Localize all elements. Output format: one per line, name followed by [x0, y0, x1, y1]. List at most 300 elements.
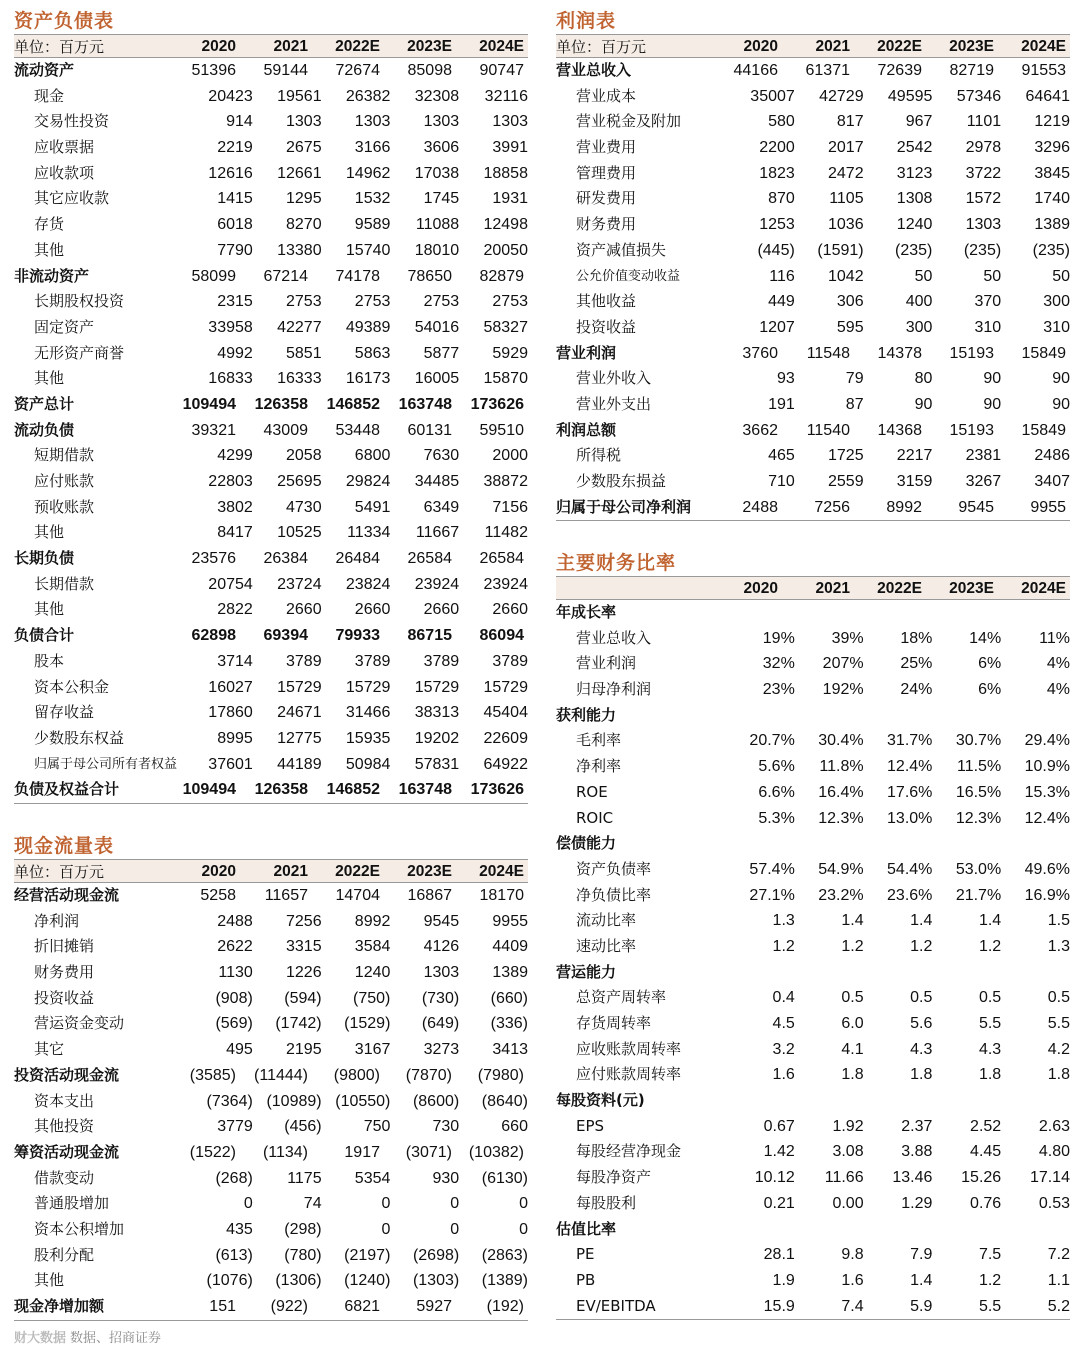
year-header: 2023E [407, 38, 452, 55]
value-cell: 22609 [483, 729, 528, 747]
value-cell [778, 1088, 850, 1114]
value-cell: 90 [1052, 370, 1070, 388]
row-label: 资产负债率 [576, 859, 652, 878]
value-cell: 109494 [182, 395, 236, 413]
value-cell: 2017 [828, 139, 864, 157]
value-cell: (1529) [344, 1015, 391, 1033]
row-label: 经营活动现金流 [14, 886, 120, 904]
value-cell [706, 831, 778, 857]
row-label: 预收账款 [34, 497, 95, 516]
ratios-table [556, 576, 1070, 1320]
table-row [14, 572, 528, 598]
value-cell: 2219 [217, 139, 253, 157]
row-label: 长期负债 [14, 549, 75, 568]
value-cell: 50 [983, 267, 1002, 285]
value-cell: 7256 [814, 498, 850, 516]
table-row [556, 1114, 1070, 1140]
value-cell: (2863) [481, 1246, 528, 1264]
value-cell: 72639 [877, 62, 922, 79]
value-cell [778, 831, 850, 857]
value-cell: 192% [822, 681, 864, 699]
value-cell: 12.3% [955, 809, 1002, 827]
value-cell: 1240 [354, 964, 391, 982]
table-row [556, 1268, 1070, 1294]
row-label: 折旧摊销 [34, 937, 95, 956]
year-header: 2023E [407, 863, 452, 880]
row-label: 每股净资产 [576, 1168, 652, 1187]
value-cell: 580 [768, 113, 795, 131]
value-cell: (445) [757, 241, 795, 259]
table-row [14, 135, 528, 161]
value-cell: (7364) [206, 1092, 253, 1110]
year-header: 2021 [815, 38, 850, 55]
value-cell: 11540 [806, 421, 850, 439]
value-cell: 146852 [326, 781, 380, 799]
balance-sheet-title: 资产负债表 [14, 10, 115, 32]
row-label: 应付账款 [34, 472, 95, 490]
value-cell: 6.6% [758, 783, 795, 801]
value-cell: 0.5 [910, 989, 933, 1007]
value-cell: 1105 [829, 190, 864, 208]
value-cell: 12661 [277, 164, 322, 182]
value-cell: 50 [914, 267, 933, 285]
value-cell: 7630 [423, 447, 460, 465]
value-cell: 14368 [877, 421, 922, 439]
value-cell: 465 [768, 447, 795, 465]
value-cell: 730 [432, 1118, 460, 1136]
watermark-text: 财大数据 [14, 1331, 67, 1346]
value-cell: 2315 [217, 293, 253, 311]
value-cell: 31.7% [887, 732, 933, 750]
value-cell: 400 [905, 293, 933, 311]
row-label: 年成长率 [556, 603, 617, 621]
value-cell: 3315 [286, 938, 322, 956]
value-cell: 191 [768, 395, 795, 413]
value-cell: 300 [905, 318, 933, 336]
value-cell: 1.29 [901, 1194, 933, 1212]
row-label: 投资收益 [34, 988, 95, 1007]
row-label: 毛利率 [576, 731, 622, 750]
table-row [556, 238, 1070, 264]
row-label: 营业利润 [556, 343, 617, 362]
row-label: 交易性投资 [34, 112, 110, 131]
value-cell: 2217 [896, 447, 933, 465]
value-cell: 13.46 [892, 1169, 933, 1187]
row-label: 少数股东损益 [576, 472, 667, 490]
value-cell: 16027 [208, 678, 253, 696]
value-cell: 1415 [217, 190, 253, 208]
value-cell: 49595 [887, 87, 933, 105]
row-label: 营运资金变动 [34, 1014, 125, 1033]
value-cell [922, 1217, 994, 1243]
value-cell: 126358 [254, 395, 308, 413]
value-cell [850, 600, 922, 626]
table-row [556, 754, 1070, 780]
value-cell: 79933 [335, 627, 380, 645]
value-cell [778, 703, 850, 729]
value-cell: 15193 [949, 421, 994, 439]
row-label: ROE [576, 782, 608, 801]
table-row [14, 1217, 528, 1243]
value-cell: 69394 [263, 627, 308, 645]
value-cell: 1725 [828, 447, 864, 465]
value-cell: 2753 [354, 293, 391, 311]
value-cell [850, 703, 922, 729]
value-cell: 16005 [414, 370, 460, 388]
value-cell: 495 [226, 1041, 253, 1059]
row-label: 借款变动 [34, 1168, 95, 1187]
value-cell: 91553 [1021, 62, 1066, 79]
row-label: 少数股东权益 [34, 728, 125, 747]
unit-label [556, 577, 706, 599]
value-cell: (268) [215, 1169, 253, 1187]
row-label: 净利润 [34, 911, 80, 930]
table-row [556, 186, 1070, 212]
value-cell: 80 [914, 370, 933, 388]
value-cell: 26382 [345, 87, 391, 105]
value-cell: 86094 [479, 627, 524, 645]
table-row [556, 1294, 1070, 1321]
row-label: 资本公积增加 [34, 1219, 125, 1238]
row-label: 营业总收入 [556, 61, 632, 79]
value-cell: 5929 [492, 344, 528, 362]
value-cell: 1253 [759, 216, 795, 234]
value-cell: 53.0% [955, 860, 1002, 878]
value-cell: 3789 [423, 652, 460, 670]
value-cell: 12616 [208, 164, 253, 182]
table-row [556, 1011, 1070, 1037]
value-cell: 2753 [286, 293, 322, 311]
value-cell: 32116 [484, 87, 528, 105]
value-cell: 6% [978, 655, 1002, 673]
row-label: 营业利润 [576, 654, 637, 673]
value-cell: 1.8 [841, 1066, 864, 1084]
value-cell: 2753 [423, 293, 460, 311]
value-cell [922, 960, 994, 986]
value-cell: 23924 [414, 575, 460, 593]
row-label: 归母净利润 [576, 680, 652, 699]
value-cell: 86715 [407, 627, 452, 645]
value-cell: 435 [226, 1220, 253, 1238]
value-cell: 109494 [182, 781, 236, 799]
table-row [14, 109, 528, 135]
row-label: 资产减值损失 [576, 240, 667, 259]
table-row [14, 883, 528, 909]
value-cell [994, 1217, 1066, 1243]
value-cell [778, 960, 850, 986]
value-cell: 5491 [354, 498, 391, 516]
value-cell [778, 600, 850, 626]
value-cell: 3.88 [901, 1143, 933, 1161]
value-cell: 3789 [492, 652, 528, 670]
value-cell [706, 960, 778, 986]
table-row [556, 1165, 1070, 1191]
row-label: 其他收益 [576, 292, 637, 311]
value-cell: 17860 [208, 704, 253, 722]
value-cell: 6.0 [841, 1015, 864, 1032]
value-cell: 20754 [208, 575, 253, 593]
value-cell: 930 [432, 1169, 460, 1187]
row-label: 固定资产 [34, 317, 95, 336]
value-cell: 74178 [335, 267, 380, 285]
value-cell: 5.9 [910, 1297, 933, 1315]
value-cell: 7.4 [841, 1297, 864, 1315]
table-row [14, 1268, 528, 1294]
year-header: 2022E [335, 38, 380, 55]
value-cell: 173626 [470, 395, 524, 413]
table-row [556, 806, 1070, 832]
value-cell: 8417 [217, 524, 253, 542]
value-cell: (1134) [262, 1143, 308, 1161]
table-row [14, 700, 528, 726]
year-header: 2022E [877, 38, 922, 55]
row-label: 速动比率 [576, 936, 637, 955]
value-cell: 18% [900, 629, 933, 647]
value-cell: 16.4% [818, 783, 864, 801]
value-cell: 3789 [354, 652, 391, 670]
value-cell: (235) [895, 241, 933, 259]
value-cell: 1.2 [978, 937, 1002, 955]
value-cell: 12498 [483, 216, 528, 234]
row-label: 应收款项 [34, 163, 95, 182]
source-note [14, 1327, 161, 1346]
value-cell: 0.5 [978, 989, 1002, 1007]
value-cell: 4% [1046, 655, 1070, 673]
value-cell: 23.6% [887, 886, 933, 904]
row-label: 应付账款周转率 [576, 1065, 682, 1084]
table-row [556, 985, 1070, 1011]
value-cell: 15729 [483, 678, 528, 696]
value-cell: 26584 [407, 550, 452, 568]
row-label: 估值比率 [556, 1219, 617, 1238]
row-label: 其他 [34, 600, 65, 619]
table-row [556, 934, 1070, 960]
value-cell: 57.4% [749, 860, 795, 878]
value-cell: 15849 [1021, 344, 1066, 362]
value-cell: (1389) [481, 1272, 528, 1290]
value-cell: 9589 [354, 216, 391, 234]
value-cell: 0.00 [832, 1194, 864, 1212]
value-cell [706, 600, 778, 626]
value-cell: 0.5 [841, 989, 864, 1007]
row-label: 投资收益 [576, 317, 637, 336]
value-cell: 34485 [414, 473, 460, 490]
row-label: 研发费用 [576, 189, 637, 208]
value-cell [922, 1088, 994, 1114]
value-cell [850, 1088, 922, 1114]
value-cell: 26384 [263, 550, 308, 568]
value-cell: 14704 [335, 887, 380, 904]
value-cell: 58099 [191, 267, 236, 285]
value-cell: 3167 [354, 1041, 391, 1059]
value-cell: 0.4 [772, 989, 795, 1007]
table-row [556, 728, 1070, 754]
value-cell: 30.4% [818, 732, 864, 750]
year-header: 2020 [743, 38, 778, 55]
value-cell: 33958 [208, 318, 253, 336]
value-cell: 4.80 [1038, 1143, 1070, 1161]
value-cell: (6130) [481, 1169, 528, 1187]
value-cell: 54.4% [887, 860, 933, 878]
row-label: 负债及权益合计 [14, 780, 120, 799]
value-cell: 5258 [200, 887, 236, 904]
value-cell: 5.5 [978, 1297, 1002, 1315]
value-cell: 1130 [218, 964, 253, 982]
table-row [556, 831, 1070, 857]
table-row [14, 909, 528, 935]
row-label: 流动比率 [576, 911, 637, 930]
value-cell: 4.5 [772, 1015, 795, 1032]
value-cell: 370 [974, 293, 1002, 311]
value-cell: 38872 [483, 473, 528, 490]
value-cell: (11444) [254, 1066, 308, 1084]
row-label: 营业费用 [576, 138, 637, 157]
value-cell: 0.67 [763, 1117, 795, 1135]
row-label: 净利率 [576, 757, 622, 776]
value-cell: 35007 [750, 87, 795, 105]
value-cell: 151 [209, 1298, 236, 1315]
value-cell: 1.8 [978, 1066, 1002, 1084]
value-cell: 14% [969, 629, 1002, 647]
value-cell: (298) [284, 1220, 322, 1238]
row-label: 公允价值变动收益 [576, 268, 681, 284]
value-cell: 5354 [354, 1169, 391, 1187]
row-label: 长期股权投资 [34, 292, 125, 311]
value-cell: 79 [845, 370, 864, 388]
table-row [556, 600, 1070, 626]
value-cell: (8600) [412, 1092, 460, 1110]
value-cell: 90 [1052, 395, 1070, 413]
row-label: 其他 [34, 1271, 65, 1290]
table-row [14, 986, 528, 1012]
value-cell: 4% [1046, 681, 1070, 699]
value-cell: 1295 [286, 190, 322, 208]
table-row [556, 651, 1070, 677]
unit-label: 单位：百万元 [14, 863, 105, 881]
table-row [556, 495, 1070, 522]
table-row [14, 366, 528, 392]
row-label: 现金净增加额 [14, 1297, 105, 1315]
value-cell: 12.3% [818, 809, 864, 827]
row-label: 利润总额 [556, 420, 617, 439]
table-row [556, 1191, 1070, 1217]
value-cell: 3714 [217, 652, 253, 670]
table-header [14, 859, 528, 883]
row-label: ROIC [576, 808, 614, 827]
table-row [556, 1062, 1070, 1088]
value-cell: 29.4% [1024, 732, 1070, 750]
value-cell: 1.6 [772, 1066, 795, 1084]
value-cell: 5.5 [978, 1015, 1002, 1032]
value-cell: 43009 [263, 421, 308, 439]
value-cell: 1.3 [1047, 937, 1070, 955]
table-row [556, 780, 1070, 806]
year-header: 2020 [743, 580, 778, 597]
value-cell: 12.4% [1024, 809, 1070, 827]
table-row [14, 546, 528, 572]
table-row [14, 1191, 528, 1217]
year-header: 2024E [479, 38, 524, 55]
value-cell: 4.1 [841, 1040, 864, 1058]
value-cell: 6349 [423, 498, 460, 516]
value-cell: (1076) [206, 1272, 253, 1290]
value-cell: 6821 [344, 1298, 380, 1315]
value-cell: 1303 [423, 964, 460, 982]
value-cell: (2197) [344, 1246, 391, 1264]
value-cell: 64641 [1025, 87, 1070, 105]
row-label: 每股股利 [576, 1193, 637, 1212]
row-label: EV/EBITDA [576, 1296, 656, 1315]
value-cell: 11482 [484, 524, 528, 542]
table-row [556, 315, 1070, 341]
row-label: 资本支出 [34, 1091, 95, 1110]
table-row [556, 626, 1070, 652]
value-cell: 9545 [423, 912, 460, 930]
table-row [14, 418, 528, 444]
value-cell: 11.8% [819, 758, 864, 776]
value-cell: 0 [519, 1195, 528, 1213]
value-cell: 10.9% [1024, 758, 1070, 776]
row-label: 其他 [34, 240, 65, 259]
table-row [556, 1088, 1070, 1114]
value-cell: 44166 [733, 62, 778, 79]
value-cell [706, 1088, 778, 1114]
value-cell: 116 [769, 267, 795, 285]
table-row [14, 443, 528, 469]
row-label: 股本 [34, 651, 65, 670]
value-cell: 7156 [492, 498, 528, 516]
table-row [14, 315, 528, 341]
value-cell: (1742) [275, 1015, 322, 1033]
value-cell: 25% [900, 655, 933, 673]
row-label: 营业外收入 [576, 369, 652, 388]
row-label: 负债合计 [14, 626, 75, 645]
row-label: PE [576, 1245, 595, 1264]
value-cell: 870 [768, 190, 795, 208]
value-cell: (1522) [189, 1143, 236, 1161]
value-cell: 3760 [742, 344, 778, 362]
table-row [556, 703, 1070, 729]
row-label: 非流动资产 [14, 266, 90, 285]
row-label: 无形资产商誉 [34, 343, 125, 362]
value-cell [994, 960, 1066, 986]
value-cell: 2472 [828, 164, 864, 182]
value-cell: 11657 [264, 887, 308, 904]
value-cell: 1219 [1034, 113, 1070, 131]
value-cell: 31466 [345, 704, 391, 722]
value-cell: (9800) [333, 1066, 380, 1084]
value-cell: 16333 [277, 370, 322, 388]
value-cell: 126358 [254, 781, 308, 799]
value-cell: (922) [270, 1298, 308, 1315]
table-row [556, 212, 1070, 238]
value-cell: 39321 [191, 421, 236, 439]
value-cell: 15740 [345, 241, 391, 259]
value-cell: 173626 [470, 781, 524, 799]
value-cell: 1823 [759, 164, 795, 182]
value-cell: 7.9 [910, 1246, 933, 1264]
value-cell: 26584 [479, 550, 524, 568]
unit-label: 单位：百万元 [556, 38, 647, 56]
value-cell: 61371 [805, 62, 850, 79]
row-label: 营业总收入 [576, 628, 652, 647]
table-row [556, 1037, 1070, 1063]
value-cell: 0 [381, 1220, 391, 1238]
table-row [14, 1114, 528, 1140]
value-cell: 0.5 [1047, 989, 1070, 1007]
value-cell: 72674 [335, 62, 380, 79]
table-header [14, 34, 528, 58]
